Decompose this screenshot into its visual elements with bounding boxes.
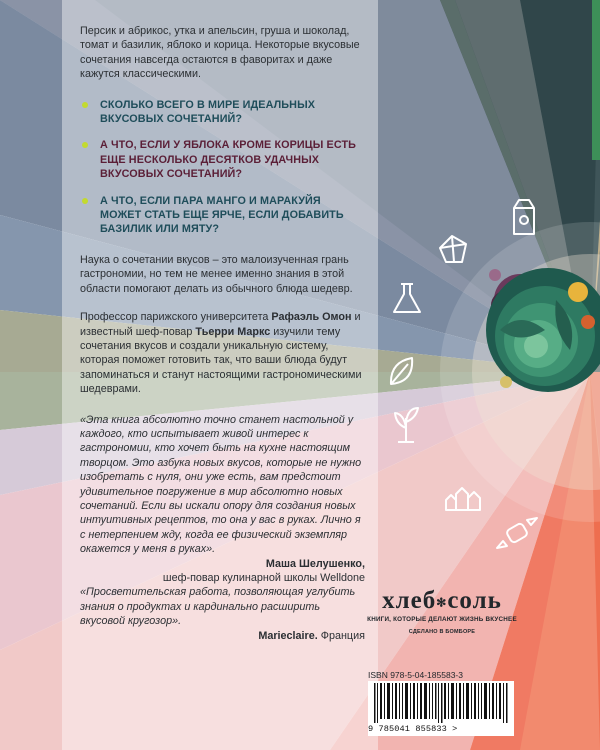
bullet-dot [82, 102, 88, 108]
authors-paragraph [80, 310, 365, 396]
intro-paragraph: Персик и абрикос, утка и апельсин, груша и шоколад, томат и базилик, яблоко и корица. Некоторые вкусовые сочетания навсегда остаются в фаворитах и даже кажутся классическими. [80, 25, 360, 81]
review-quote-2 [80, 585, 365, 643]
publisher-tagline: КНИГИ, КОТОРЫЕ ДЕЛАЮТ ЖИЗНЬ ВКУСНЕЕ [367, 616, 517, 624]
bullet-dot [82, 198, 88, 204]
logo-snowflake-icon: ✻ [436, 595, 448, 610]
question-item-1 [80, 98, 365, 127]
author-name-1: Рафаэль Омон [271, 311, 352, 324]
spine-strip [592, 0, 600, 160]
science-paragraph: Наука о сочетании вкусов – это малоизученная грань гастрономии, но тем не менее именно знания в этой области помогают делать из обычного блюда шедевр. [80, 253, 353, 295]
review-source-name: Marieclaire. [258, 629, 318, 642]
authors-text-before: Профессор парижского университета [80, 311, 272, 324]
review-quote-text: «Просветительская работа, позволяющая углубить знания о продуктах и кардинально расширить вкусовой кругозор». [80, 586, 356, 628]
isbn-text: ISBN 978-5-04-185583-3 [368, 670, 463, 680]
author-name-2: Тьерри Маркс [195, 325, 271, 338]
review-source [80, 629, 365, 643]
publisher-logo [366, 588, 518, 615]
question-item-3 [80, 194, 365, 237]
publisher-logo-block [366, 588, 518, 635]
description-column [80, 24, 365, 643]
authors-text-after: изучили тему сочетания вкусов и создали уникальную систему, которая поможет готовить так, что ваши блюда будут запоминаться и станут настоящими гастрономическими шедеврами. [80, 325, 362, 396]
question-text: СКОЛЬКО ВСЕГО В МИРЕ ИДЕАЛЬНЫХ ВКУСОВЫХ СОЧЕТАНИЙ? [100, 98, 316, 126]
logo-right: соль [447, 587, 502, 614]
review-quote-text: «Эта книга абсолютно точно станет настольной у каждого, кто испытывает живой интерес к гастрономии, кто хочет быть на кухне настоящим творцом. Это азбука новых вкусов, которые не нужно изобретать с нуля, они уже есть, вам предстоит удивительное погружение в мир абсолютно новых сочетаний. Если вы искали опору для создания новых интуитивных рецептов, то она у вас в руках. Лично я с нетерпением жду, когда ее физический экземпляр окажется у меня в руках». [80, 413, 362, 556]
bullet-dot [82, 142, 88, 148]
review-author: Маша Шелушенко, [265, 557, 365, 570]
barcode [368, 681, 514, 736]
review-source-country: Франция [317, 629, 365, 642]
logo-left: хлеб [382, 587, 437, 614]
question-text: А ЧТО, ЕСЛИ У ЯБЛОКА КРОМЕ КОРИЦЫ ЕСТЬ ЕЩЕ НЕСКОЛЬКО ДЕСЯТКОВ УДАЧНЫХ ВКУСОВЫХ СОЧЕТАНИЙ? [100, 139, 357, 181]
review-author-role: шеф-повар кулинарной школы Welldone [162, 572, 365, 584]
question-item-2 [80, 138, 365, 181]
review-quote-1 [80, 413, 365, 586]
barcode-digits: 9 785041 855833 > [368, 724, 458, 734]
authors-text-middle: и известный шеф-повар [80, 311, 361, 338]
barcode-bars [374, 683, 508, 723]
question-text: А ЧТО, ЕСЛИ ПАРА МАНГО И МАРАКУЙЯ МОЖЕТ СТАТЬ ЕЩЕ ЯРЧЕ, ЕСЛИ ДОБАВИТЬ БАЗИЛИК ИЛИ МЯТУ? [100, 194, 344, 236]
publisher-made-in: СДЕЛАНО В БОМБОРЕ [408, 629, 476, 636]
